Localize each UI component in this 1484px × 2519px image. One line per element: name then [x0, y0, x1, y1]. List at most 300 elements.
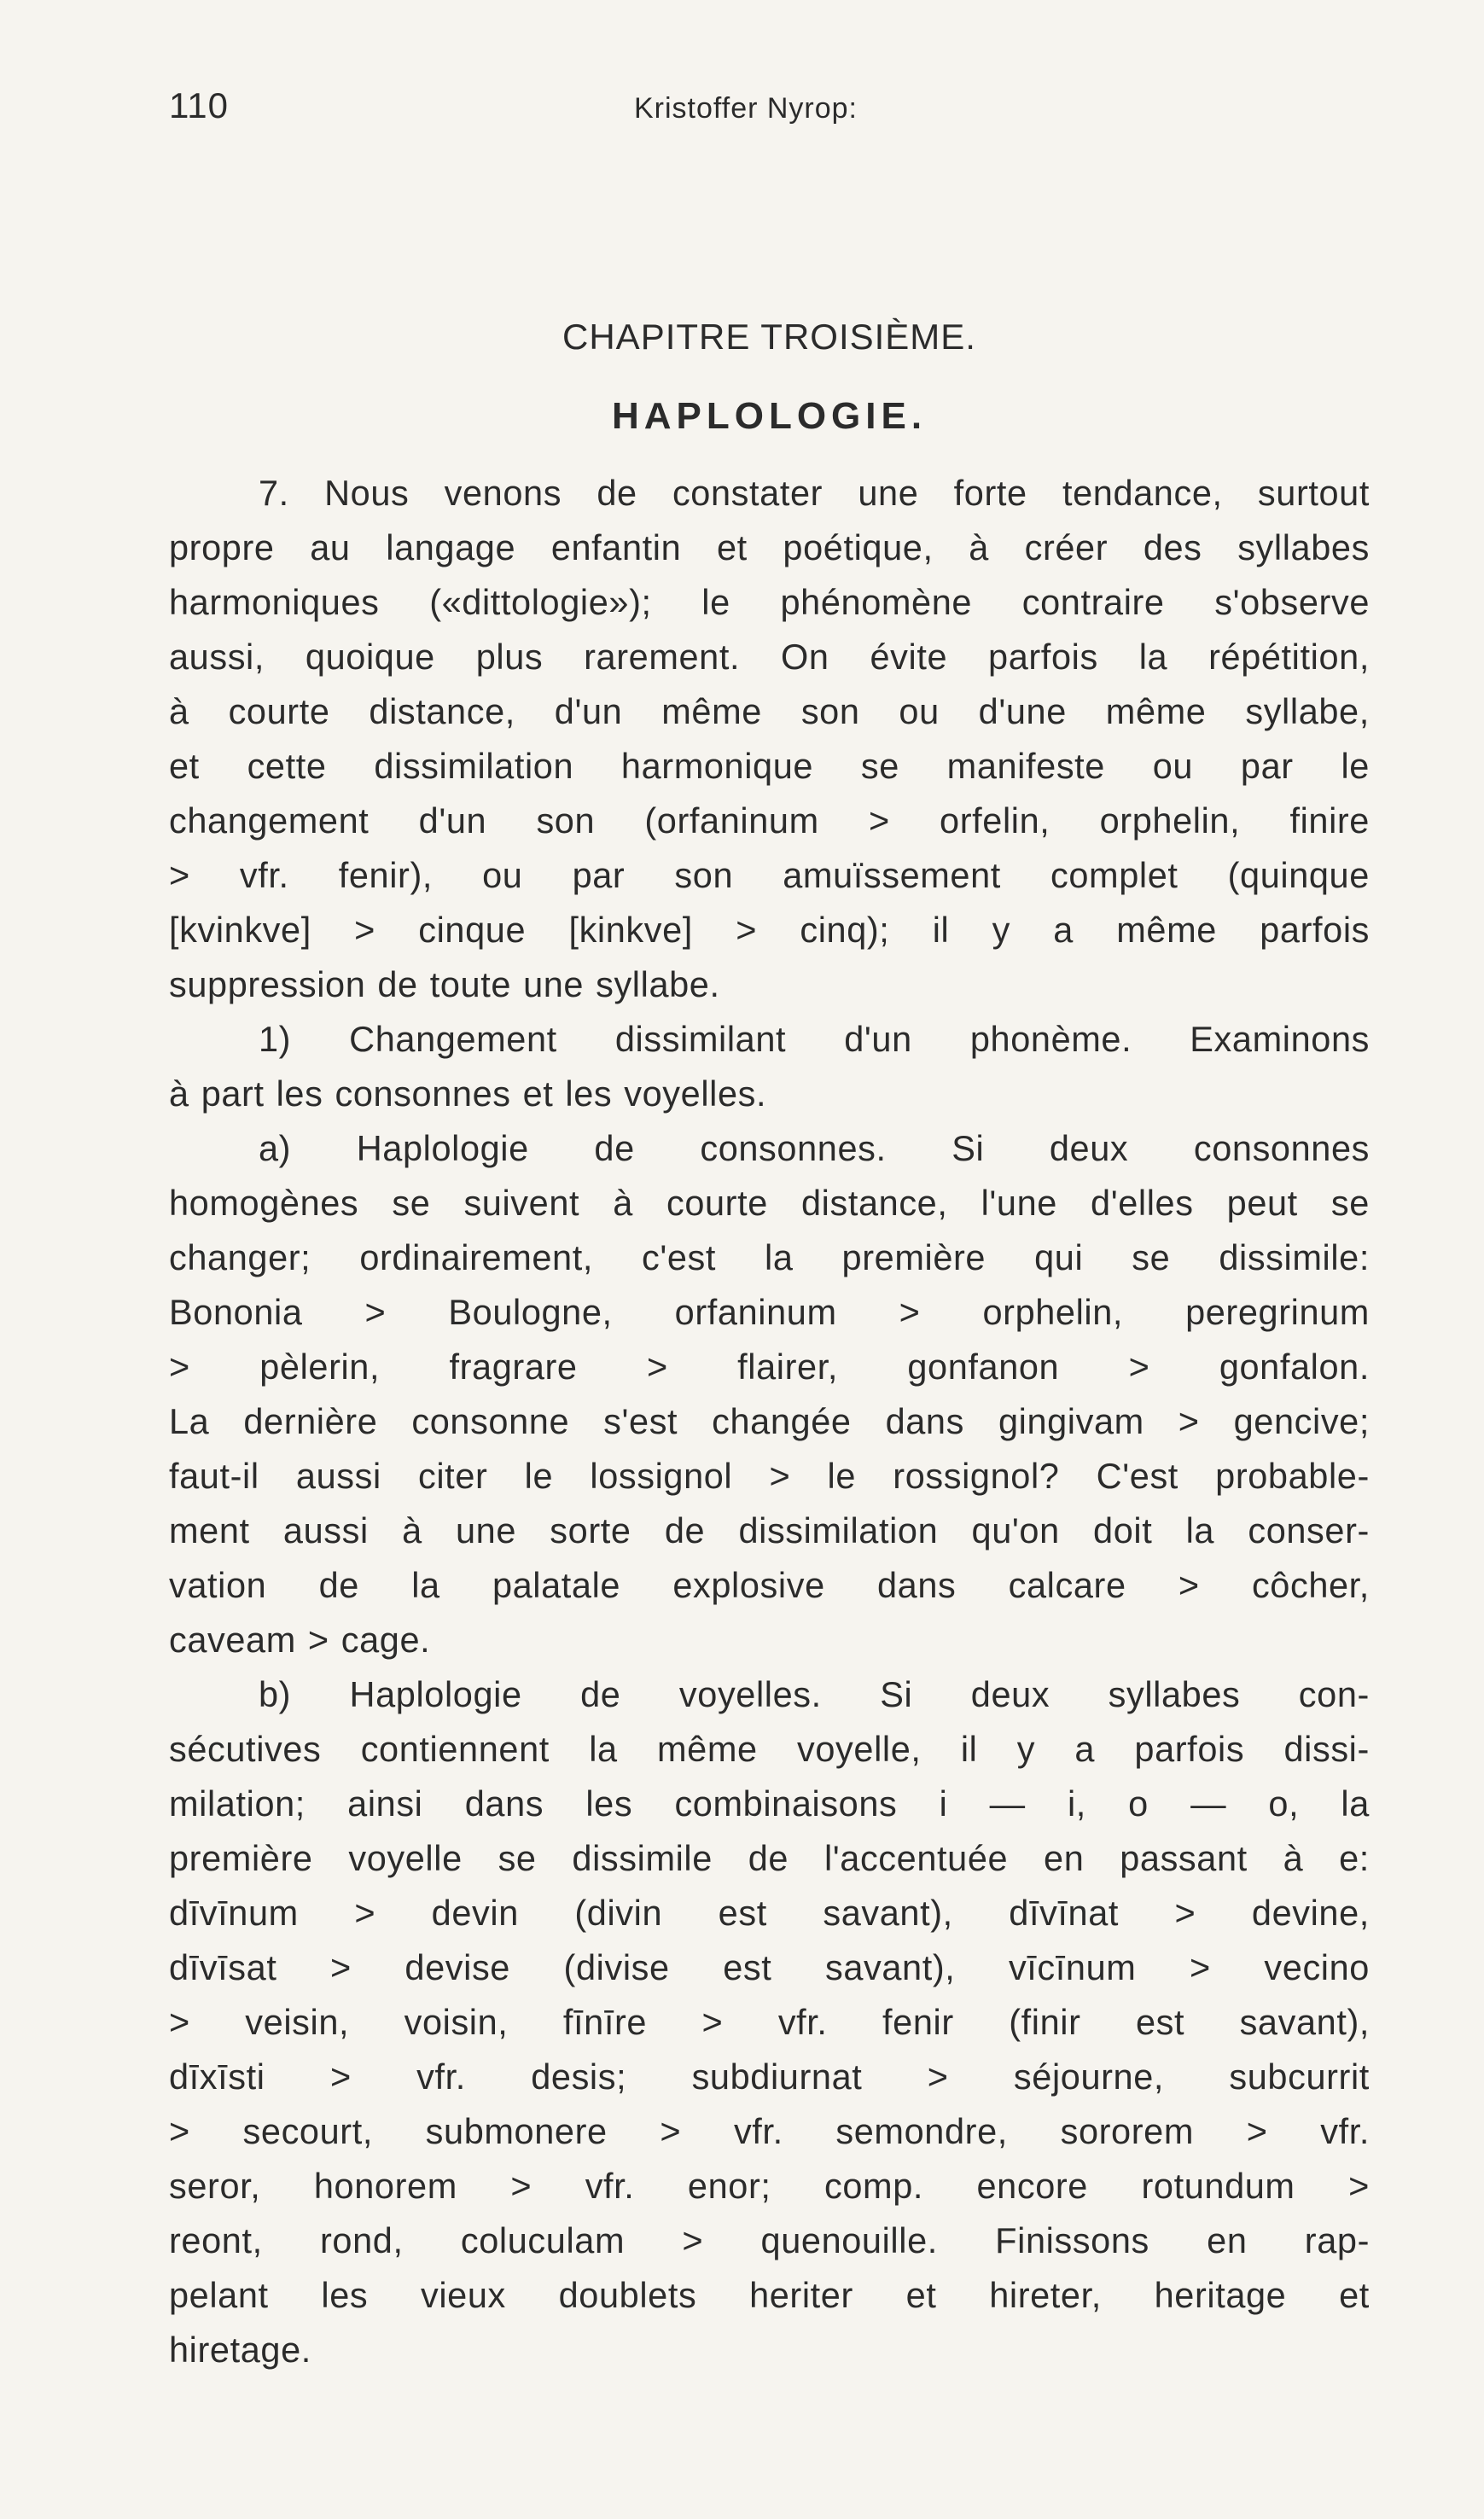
word: de [748, 1838, 789, 1878]
word: dissimilation [738, 1510, 939, 1550]
word: On [781, 637, 829, 677]
page-number: 110 [169, 85, 229, 125]
word: créer [1024, 527, 1109, 567]
word: heriter [749, 2275, 853, 2315]
word: contiennent [360, 1729, 550, 1769]
word: gonfalon. [1219, 1347, 1370, 1387]
word: vieux [421, 2275, 506, 2315]
word: rond, [320, 2220, 404, 2260]
word: hireter, [989, 2275, 1102, 2315]
word: en [1044, 1838, 1085, 1878]
word: est [1135, 2002, 1185, 2042]
word: le [524, 1456, 554, 1496]
word: voyelles. [678, 1674, 822, 1714]
word: dans [885, 1401, 964, 1441]
word: se [1330, 1183, 1370, 1223]
word: encore [976, 2166, 1088, 2206]
word: courte [228, 691, 330, 731]
text-line [169, 1777, 1370, 1831]
word: vfr. [585, 2166, 635, 2206]
text-line [169, 630, 1370, 684]
word: dernière [243, 1401, 378, 1441]
word: > [736, 910, 758, 950]
text-line [169, 739, 1370, 794]
word: fīnīre [562, 2002, 648, 2042]
word: s'est [603, 1401, 678, 1441]
word: l'accentuée [823, 1838, 1009, 1878]
word: de [594, 1128, 635, 1168]
word: aussi [282, 1510, 369, 1550]
word: subdiurnat [691, 2057, 863, 2097]
word: rarement. [584, 637, 741, 677]
word: doit [1093, 1510, 1153, 1550]
word: par [572, 855, 626, 895]
word: plus [475, 637, 544, 677]
word: > [169, 2002, 190, 2042]
word: > [899, 1292, 921, 1332]
word: consonne [411, 1401, 570, 1441]
word: coluculam [460, 2220, 626, 2260]
word: à [169, 1073, 189, 1114]
word: première [169, 1838, 313, 1878]
word: faut-il [169, 1456, 259, 1496]
word: les [276, 1073, 323, 1114]
word: savant), [823, 1893, 953, 1933]
word: ordinairement, [359, 1237, 593, 1277]
word: vfr. [777, 2002, 828, 2042]
word: dissimilant [614, 1019, 787, 1059]
word: flairer, [737, 1347, 838, 1387]
text-line [169, 2050, 1370, 2104]
word: la [1138, 637, 1168, 677]
word: probable- [1215, 1456, 1370, 1496]
word: sécutives [169, 1729, 322, 1769]
word: > [169, 855, 190, 895]
word: distance, [369, 691, 515, 731]
word: > [510, 2166, 532, 2206]
word: est [718, 1893, 767, 1933]
word: palatale [492, 1565, 621, 1605]
word: voyelle [348, 1838, 463, 1878]
text-line [169, 575, 1370, 630]
word: dissi- [1283, 1729, 1370, 1769]
text-line [169, 466, 1370, 521]
word: le [701, 582, 730, 622]
word: amuïssement [783, 855, 1001, 895]
word: d'un [844, 1019, 912, 1059]
text-line [169, 1995, 1370, 2050]
section-title: HAPLOLOGIE. [611, 395, 928, 437]
body-text [169, 466, 1370, 2377]
word: dans [464, 1783, 544, 1824]
text-line [169, 903, 1370, 957]
word: les [585, 1783, 633, 1824]
word: même [661, 691, 762, 731]
word: > [1348, 2166, 1370, 2206]
word: orphelin, [1099, 800, 1241, 841]
text-line [169, 1012, 1370, 1067]
word: rap- [1304, 2220, 1370, 2260]
word: manifeste [946, 746, 1105, 786]
word: poétique, [783, 527, 934, 567]
chapter-title: CHAPITRE TROISIÈME. [562, 317, 976, 357]
word: une [858, 473, 919, 513]
word: desis; [531, 2057, 627, 2097]
word: e: [1339, 1838, 1370, 1878]
word: rotundum [1141, 2166, 1295, 2206]
word: explosive [672, 1565, 825, 1605]
word: consonnes [1193, 1128, 1370, 1168]
word: quoique [305, 637, 435, 677]
word: veisin, [245, 2002, 350, 2042]
word: de [580, 1674, 621, 1714]
word: qu'on [971, 1510, 1060, 1550]
word: pelant [169, 2275, 269, 2315]
word: changer; [169, 1237, 311, 1277]
word: ment [169, 1510, 250, 1550]
text-line [169, 1121, 1370, 1176]
text-line [169, 2159, 1370, 2214]
word: la [1185, 1510, 1215, 1550]
word: consonnes [335, 1073, 511, 1114]
word: enfantin [550, 527, 682, 567]
word: et [169, 746, 200, 786]
text-line [169, 1340, 1370, 1394]
word: d'une [978, 691, 1067, 731]
word: surtout [1257, 473, 1370, 513]
word: (orfaninum [644, 800, 819, 841]
word: les [321, 2275, 369, 2315]
word: combinaisons [674, 1783, 898, 1824]
word: syllabes [1108, 1674, 1241, 1714]
word: deux [970, 1674, 1050, 1714]
word: o [1128, 1783, 1149, 1824]
text-line [169, 2104, 1370, 2159]
word: des [1143, 527, 1202, 567]
word: semondre, [835, 2111, 1008, 2151]
word: La [169, 1401, 210, 1441]
word: — [1190, 1783, 1227, 1824]
word: le [1341, 746, 1370, 786]
word: quenouille. [760, 2220, 938, 2260]
word: Nous [324, 473, 410, 513]
word: > [1178, 1401, 1200, 1441]
word: forte [953, 473, 1027, 513]
word: dīvīsat [169, 1947, 277, 1987]
word: à [169, 691, 189, 731]
text-line [169, 2214, 1370, 2268]
word: (divise [563, 1947, 670, 1987]
word: fenir), [338, 855, 434, 895]
word: se [498, 1838, 537, 1878]
text-line [169, 1940, 1370, 1995]
word: l'une [981, 1183, 1057, 1223]
word: vfr. [1320, 2111, 1370, 2151]
word: Haplologie [349, 1674, 522, 1714]
text-line [169, 1722, 1370, 1777]
text-line [169, 684, 1370, 739]
word: se [392, 1183, 431, 1223]
word: s'observe [1214, 582, 1370, 622]
word: à [969, 527, 989, 567]
text-line [169, 957, 1370, 1012]
word: syllabes [1237, 527, 1370, 567]
word: doublets [558, 2275, 697, 2315]
word: évite [870, 637, 948, 677]
text-line [169, 794, 1370, 848]
word: aussi, [169, 637, 265, 677]
word: et [522, 1073, 554, 1114]
word: savant), [824, 1947, 956, 1987]
word: dīxīsti [169, 2057, 265, 2097]
word: > [927, 2057, 949, 2097]
word: comp. [824, 2166, 924, 2206]
word: conser- [1248, 1510, 1370, 1550]
word: voyelles. [624, 1073, 767, 1114]
word: Finissons [995, 2220, 1149, 2260]
word: voisin, [404, 2002, 509, 2042]
word: > [330, 1947, 352, 1987]
word: Haplologie [356, 1128, 529, 1168]
text-line [169, 1285, 1370, 1340]
word: > [1174, 1893, 1196, 1933]
word: > [660, 2111, 682, 2151]
text-line [169, 1067, 1370, 1121]
word: la [765, 1237, 794, 1277]
word: > [701, 2002, 724, 2042]
word: même [1105, 691, 1207, 731]
word: (divin [574, 1893, 663, 1933]
word: gencive; [1233, 1401, 1370, 1441]
word: submonere [425, 2111, 608, 2151]
running-title: Kristoffer Nyrop: [634, 92, 858, 125]
word: même [657, 1729, 758, 1769]
word: dissimile: [1219, 1237, 1370, 1277]
word: («dittologie»); [429, 582, 652, 622]
word: deux [1049, 1128, 1129, 1168]
word: au [310, 527, 351, 567]
word: est [723, 1947, 772, 1987]
word: distance, [800, 1183, 948, 1223]
word: changement [169, 800, 370, 841]
word: contraire [1021, 582, 1165, 622]
text-line [169, 1558, 1370, 1613]
word: il [960, 1729, 978, 1769]
word: caveam [169, 1620, 296, 1660]
word: fragrare [449, 1347, 578, 1387]
word: la [589, 1729, 618, 1769]
word: lossignol [590, 1456, 733, 1496]
text-line [169, 2268, 1370, 2323]
word: rossignol? [893, 1456, 1060, 1496]
word: pèlerin, [259, 1347, 381, 1387]
word: d'elles [1091, 1183, 1194, 1223]
word: suivent [463, 1183, 580, 1223]
word: la [1341, 1783, 1370, 1824]
word: part [201, 1073, 265, 1114]
word: son [536, 800, 596, 841]
word: > [1178, 1565, 1200, 1605]
word: d'un [418, 800, 487, 841]
word: [kvinkve] [169, 910, 311, 950]
word: [kinkve] [568, 910, 693, 950]
word: > [169, 1347, 190, 1387]
word: de [664, 1510, 706, 1550]
word: une [456, 1510, 517, 1550]
word: i, [1067, 1783, 1086, 1824]
word: b) [259, 1674, 292, 1714]
word: aussi [295, 1456, 381, 1496]
word: > [354, 910, 375, 950]
word: seror, [169, 2166, 261, 2206]
running-head [169, 85, 1370, 137]
word: a [1074, 1729, 1096, 1769]
text-line [169, 1667, 1370, 1722]
word: devise [404, 1947, 510, 1987]
word: gingivam [998, 1401, 1144, 1441]
word: enor; [687, 2166, 771, 2206]
word: dīvīnat [1009, 1893, 1120, 1933]
word: milation; [169, 1783, 306, 1824]
word: cage. [340, 1620, 431, 1660]
word: Examinons [1190, 1019, 1370, 1059]
word: répétition, [1208, 637, 1370, 677]
word: gonfanon [907, 1347, 1060, 1387]
word: cette [247, 746, 327, 786]
word: fenir [882, 2002, 954, 2042]
word: courte [666, 1183, 768, 1223]
word: > [646, 1347, 668, 1387]
word: hiretage. [169, 2330, 311, 2370]
word: Changement [349, 1019, 557, 1059]
word: ainsi [347, 1783, 423, 1824]
word: d'un [554, 691, 623, 731]
word: > [364, 1292, 387, 1332]
word: calcare [1008, 1565, 1126, 1605]
word: dissimilation [374, 746, 574, 786]
word: par [1240, 746, 1294, 786]
book-page [169, 85, 1370, 2377]
word: se [860, 746, 899, 786]
text-line [169, 1831, 1370, 1886]
word: c'est [641, 1237, 717, 1277]
word: Si [880, 1674, 913, 1714]
word: devine, [1251, 1893, 1370, 1933]
word: cinq); [800, 910, 890, 950]
word: voyelle, [797, 1729, 922, 1769]
word: a [1053, 910, 1074, 950]
word: de [597, 473, 637, 513]
word: heritage [1154, 2275, 1287, 2315]
word: harmoniques [169, 582, 380, 622]
word: dissimile [572, 1838, 713, 1878]
word: son [674, 855, 734, 895]
word: o, [1268, 1783, 1300, 1824]
word: la [411, 1565, 440, 1605]
word: con- [1298, 1674, 1370, 1714]
word: > [682, 2220, 704, 2260]
word: Boulogne, [448, 1292, 613, 1332]
word: les [565, 1073, 613, 1114]
word: à [613, 1183, 633, 1223]
word: 1) [259, 1019, 292, 1059]
word: vfr. [733, 2111, 783, 2151]
word: en [1207, 2220, 1248, 2260]
word: > [307, 1620, 329, 1660]
word: ou [1152, 746, 1194, 786]
word: secourt, [242, 2111, 373, 2151]
text-line [169, 1449, 1370, 1504]
word: et [716, 527, 748, 567]
word: orfelin, [940, 800, 1050, 841]
word: syllabe, [1245, 691, 1370, 731]
word: parfois [988, 637, 1098, 677]
word: toute [429, 964, 512, 1004]
word: passant [1120, 1838, 1248, 1878]
word: changée [712, 1401, 852, 1441]
word: ou [899, 691, 940, 731]
word: Bononia [169, 1292, 303, 1332]
word: première [841, 1237, 986, 1277]
word: de [377, 964, 418, 1004]
word: complet [1050, 855, 1178, 895]
word: 7. [259, 473, 289, 513]
word: > [354, 1893, 376, 1933]
word: consonnes. [700, 1128, 887, 1168]
word: — [989, 1783, 1026, 1824]
word: (finir [1009, 2002, 1081, 2042]
word: son [800, 691, 860, 731]
text-line [169, 848, 1370, 903]
text-line [169, 2323, 1370, 2377]
word: y [992, 910, 1010, 950]
word: sorte [550, 1510, 631, 1550]
word: citer [418, 1456, 488, 1496]
word: > [868, 800, 890, 841]
word: > [1190, 1947, 1211, 1987]
word: qui [1034, 1237, 1084, 1277]
word: venons [444, 473, 562, 513]
word: phonème. [969, 1019, 1132, 1059]
word: et [1339, 2275, 1370, 2315]
text-line [169, 1886, 1370, 1940]
word: a) [259, 1128, 292, 1168]
word: syllabe. [596, 964, 720, 1004]
word: cinque [418, 910, 527, 950]
word: langage [386, 527, 516, 567]
word: parfois [1134, 1729, 1245, 1769]
word: homogènes [169, 1183, 359, 1223]
word: sororem [1060, 2111, 1194, 2151]
word: > [1128, 1347, 1150, 1387]
word: subcurrit [1229, 2057, 1370, 2097]
word: phénomène [780, 582, 973, 622]
word: côcher, [1251, 1565, 1370, 1605]
word: propre [169, 527, 275, 567]
word: > [329, 2057, 352, 2097]
word: vīcīnum [1008, 1947, 1137, 1987]
word: le [827, 1456, 857, 1496]
word: vfr. [239, 855, 289, 895]
word: à [1283, 1838, 1304, 1878]
word: peregrinum [1185, 1292, 1370, 1332]
text-line [169, 521, 1370, 575]
word: et [905, 2275, 937, 2315]
word: à [402, 1510, 422, 1550]
word: peut [1226, 1183, 1298, 1223]
word: devin [431, 1893, 519, 1933]
word: constater [672, 473, 823, 513]
